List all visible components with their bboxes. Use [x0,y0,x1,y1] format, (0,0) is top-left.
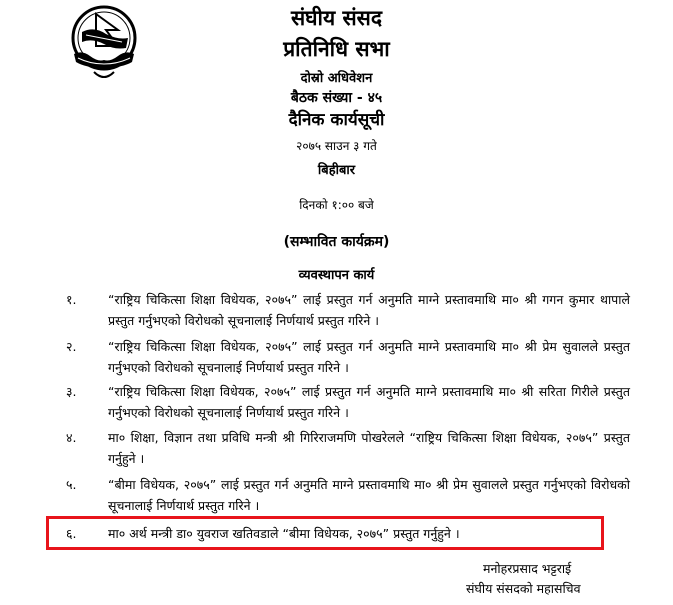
item-number: ४. [66,430,77,445]
item-text: “राष्ट्रिय चिकित्सा शिक्षा विधेयक, २०७५” लाई प्रस्तुत गर्न अनुमति माग्ने प्रस्तावमाथि मा० श्री गगन कुमार थापाले प्रस्तुत गर्नुभएको विरोधको सूचनालाई निर्णयार्थ प्रस्तुत गरिने । [108,292,630,328]
parliament-name: संघीय संसद [290,6,383,30]
house-name: प्रतिनिधि सभा [283,37,390,61]
program-label: (सम्भावित कार्यक्रम) [283,234,390,250]
item-text: “बीमा विधेयक, २०७५” लाई प्रस्तुत गर्न अनुमति माग्ने प्रस्तावमाथि मा० श्री प्रेम सुवालले प्रस्तुत गर्नुभएको विरोधको सूचनालाई निर्णयार्थ प्रस्तुत गरिने । [108,477,630,513]
item-number: ६. [66,526,77,541]
meeting-number: बैठक संख्या - ४५ [290,90,383,106]
page-title: दैनिक कार्यसूची [288,110,385,130]
item-text: मा० शिक्षा, विज्ञान तथा प्रविधि मन्त्री श्री गिरिराजमणि पोखरेलले “राष्ट्रिय चिकित्सा शिक्षा विधेयक, २०७५” प्रस्तुत गर्नुहुने । [108,430,630,466]
item-number: २. [66,339,77,354]
item-number: ३. [66,384,77,399]
signatory-name: मनोहरप्रसाद भट्टराई [483,561,572,576]
item-number: ५. [66,477,77,492]
item-number: १. [66,292,77,307]
item-text: “राष्ट्रिय चिकित्सा शिक्षा विधेयक, २०७५” लाई प्रस्तुत गर्न अनुमति माग्ने प्रस्तावमाथि मा० श्री प्रेम सुवालले प्रस्तुत गर्नुभएको विरोधको सूचनालाई निर्णयार्थ प्रस्तुत गरिने । [108,339,630,375]
signatory-designation: संघीय संसदको महासचिव [466,581,581,596]
time-label: दिनको १:०० बजे [299,198,374,212]
day-label: बिहीबार [317,163,356,178]
date-label: २०७५ साउन ३ गते [296,139,377,153]
item-text: “राष्ट्रिय चिकित्सा शिक्षा विधेयक, २०७५” लाई प्रस्तुत गर्न अनुमति माग्ने प्रस्तावमाथि मा० श्री सरिता गिरीले प्रस्तुत गर्नुभएको विरोधको सूचनालाई निर्णयार्थ प्रस्तुत गरिने । [108,384,630,420]
section-title: व्यवस्थापन कार्य [298,268,375,283]
item-text: मा० अर्थ मन्त्री डा० युवराज खतिवडाले “बीमा विधेयक, २०७५” प्रस्तुत गर्नुहुने । [108,526,460,541]
session-label: दोस्रो अधिवेशन [300,71,373,86]
